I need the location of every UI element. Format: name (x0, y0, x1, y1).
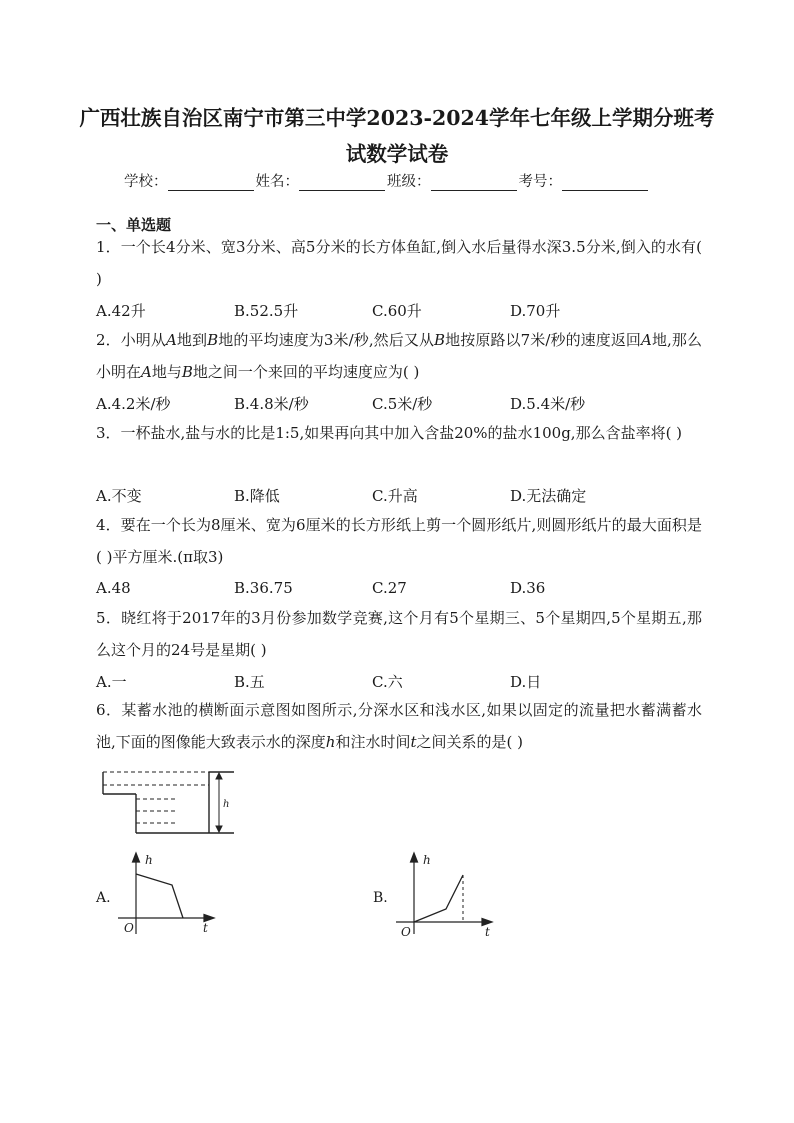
question-1: 1．一个长4分米、宽3分米、高5分米的长方体鱼缸,倒入水后量得水深3.5分米,倒入的水有( ) (96, 238, 702, 288)
option-d[interactable]: D.36 (510, 579, 546, 597)
q2-var-a: A (166, 331, 177, 349)
option-c[interactable]: C.27 (372, 579, 407, 597)
question-3: 3．一杯盐水,盐与水的比是1:5,如果再向其中加入含盐20%的盐水100g,那么含盐率将( ) (96, 424, 683, 442)
q6-var-t: t (410, 732, 417, 751)
option-b[interactable]: B.降低 (234, 487, 280, 505)
q2-text: 2．小明从 (96, 331, 166, 349)
section-heading: 一、单选题 (96, 216, 172, 234)
height-arrow-head (216, 826, 222, 832)
q2-text: 地,那么小明在 (96, 331, 702, 381)
graph-b[interactable] (390, 848, 500, 938)
y-axis-arrow (411, 853, 418, 862)
class-blank[interactable] (431, 174, 517, 191)
height-arrow-head (216, 773, 222, 779)
q2-var-a: A (641, 331, 652, 349)
graph-a-label[interactable]: A. (96, 890, 111, 906)
page-title (60, 100, 734, 172)
x-axis-label: t (485, 925, 490, 938)
q6-var-h: h (325, 732, 336, 751)
option-b[interactable]: B.4.8米/秒 (234, 395, 309, 413)
question-6 (96, 695, 702, 758)
number-label: 考号： (518, 174, 562, 190)
school-blank[interactable] (168, 174, 254, 191)
option-a[interactable]: A.4.2米/秒 (96, 395, 171, 413)
class-label: 班级： (387, 174, 431, 190)
option-d[interactable]: D.5.4米/秒 (510, 395, 586, 413)
option-d[interactable]: D.70升 (510, 302, 561, 320)
option-a[interactable]: A.42升 (96, 302, 146, 320)
height-label: h (223, 799, 230, 810)
option-c[interactable]: C.六 (372, 673, 403, 691)
title-line-2: 试数学试卷 (345, 142, 449, 166)
q2-var-b: B (434, 331, 446, 349)
option-a[interactable]: A.一 (96, 673, 127, 691)
q2-text: 地与 (151, 362, 182, 381)
option-b[interactable]: B.52.5升 (234, 302, 299, 320)
y-axis-label: h (423, 853, 431, 867)
origin-label: O (124, 921, 134, 935)
reservoir-diagram (96, 764, 246, 836)
school-label: 学校： (124, 174, 168, 190)
student-info-row (124, 170, 650, 191)
graph-b-curve (414, 875, 463, 922)
graph-a[interactable] (112, 848, 222, 938)
origin-label: O (401, 925, 411, 938)
option-a[interactable]: A.48 (96, 579, 131, 597)
option-c[interactable]: C.60升 (372, 302, 422, 320)
y-axis-label: h (145, 853, 153, 867)
q6-text: 6．某蓄水池的横断面示意图如图所示,分深水区和浅水区,如果以固定的流量把水蓄满蓄水池,下面的图像能大致表示水的深度 (96, 701, 702, 751)
number-blank[interactable] (562, 174, 648, 191)
option-c[interactable]: C.5米/秒 (372, 395, 433, 413)
name-label: 姓名： (255, 174, 299, 190)
q2-text: 地到 (176, 331, 208, 349)
q2-text: 地的平均速度为3米/秒,然后又从 (218, 331, 435, 349)
option-c[interactable]: C.升高 (372, 487, 418, 505)
graph-a-curve (136, 874, 183, 918)
option-b[interactable]: B.五 (234, 673, 265, 691)
y-axis-arrow (133, 853, 140, 862)
option-b[interactable]: B.36.75 (234, 579, 293, 597)
question-5: 5．晓红将于2017年的3月份参加数学竞赛,这个月有5个星期三、5个星期四,5个星期五,那么这个月的24号是星期( ) (96, 609, 702, 659)
option-a[interactable]: A.不变 (96, 487, 142, 505)
q2-var-a: A (141, 362, 152, 381)
title-line-1: 广西壮族自治区南宁市第三中学2023-2024学年七年级上学期分班考 (79, 106, 715, 130)
q2-text: 地按原路以7米/秒的速度返回 (445, 331, 642, 349)
question-2 (96, 325, 702, 388)
q6-text: 之间关系的是( ) (416, 732, 523, 751)
x-axis-label: t (203, 921, 208, 935)
graph-b-label[interactable]: B. (373, 890, 388, 906)
q2-var-b: B (207, 331, 219, 349)
q6-text: 和注水时间 (335, 732, 411, 751)
name-blank[interactable] (299, 174, 385, 191)
q2-var-b: B (181, 362, 193, 381)
option-d[interactable]: D.日 (510, 673, 542, 691)
question-4: 4．要在一个长为8厘米、宽为6厘米的长方形纸上剪一个圆形纸片,则圆形纸片的最大面积是( )平方厘米.(π取3) (96, 516, 702, 566)
option-d[interactable]: D.无法确定 (510, 487, 587, 505)
q2-text: 地之间一个来回的平均速度应为( ) (192, 362, 420, 381)
